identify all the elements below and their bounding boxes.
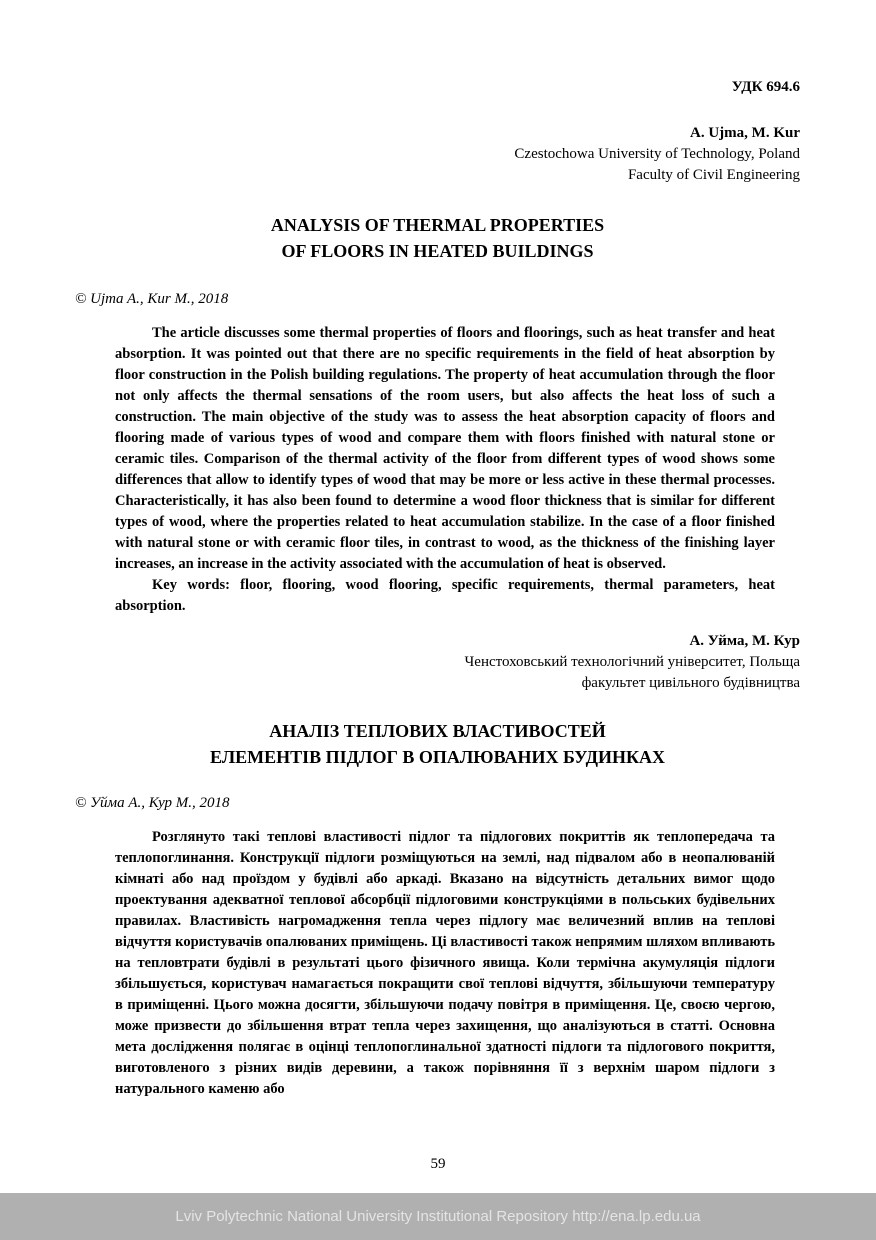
affiliation-uk-line1: Ченстоховський технологічний університет, Польща <box>464 654 800 670</box>
authors-uk: А. Уйма, М. Кур <box>689 633 800 649</box>
title-en-line1: ANALYSIS OF THERMAL PROPERTIES <box>270 215 605 235</box>
title-uk-line2: ЕЛЕМЕНТІВ ПІДЛОГ В ОПАЛЮВАНИХ БУДИНКАХ <box>209 747 666 767</box>
authors-en: A. Ujma, M. Kur <box>690 125 800 141</box>
affiliation-uk-line2: факультет цивільного будівництва <box>581 675 800 691</box>
abstract-en: The article discusses some thermal properties of floors and floorings, such as heat transfer and heat absorption. It was pointed out that there are no specific requirements in the field of heat absorption by floor construction in the Polish building regulations. The property of heat accumulation through the floor not only affects the thermal sensations of the room users, but also affects the heat loss of such a construction. The main objective of the study was to assess the heat absorption capacity of floors and flooring made of various types of wood and compare them with floors finished with natural stone or ceramic tiles. Comparison of the thermal activity of the floor from different types of wood shows some differences that allow to identify types of wood that may be more or less active in these thermal processes. Characteristically, it has also been found to determine a wood floor thickness that is similar for different types of wood, where the properties related to heat accumulation stabilize. In the case of a floor finished with natural stone or with ceramic floor tiles, in contrast to wood, as the thickness of the finishing layer increases, an increase in the activity associated with the accumulation of heat is observed. <box>115 325 775 572</box>
repository-footer: Lviv Polytechnic National University Institutional Repository http://ena.lp.edu.ua <box>0 1193 876 1240</box>
authors-block-uk <box>75 631 800 694</box>
title-uk-line1: АНАЛІЗ ТЕПЛОВИХ ВЛАСТИВОСТЕЙ <box>269 721 606 741</box>
abstract-uk: Розглянуто такі теплові властивості підлог та підлогових покриттів як теплопередача та теплопоглинання. Конструкції підлоги розміщуються на землі, над підвалом або в неопалюваній кімнаті або над проїздом у будівлі або аркаді. Вказано на відсутність детальних вимог щодо проектування адекватної теплової абсорбції підлоговими конструкціями в польських будівельних правилах. Властивість нагромадження тепла через підлогу має величезний вплив на теплові відчуття користувачів опалюваних приміщень. Ці властивості також непрямим шляхом впливають на тепловтрати будівлі в результаті цього фізичного явища. Коли термічна акумуляція підлоги збільшується, користувач намагається покращити свої теплові відчуття, збільшуючи температуру в приміщенні. Цього можна досягти, збільшуючи подачу повітря в приміщення. Це, своєю чергою, може призвести до збільшення втрат тепла через захищення, що аналізуються в статті. Основна мета дослідження полягає в оцінці теплопоглинальної здатності підлоги та підлогового покриття, виготовленого з різних видів деревини, а також порівняння її з верхнім шаром підлоги з натурального каменю або <box>115 829 775 1097</box>
keywords-en: Key words: floor, flooring, wood flooring, specific requirements, thermal parameters, heat absorption. <box>115 577 775 614</box>
affiliation-en-line2: Faculty of Civil Engineering <box>627 167 800 183</box>
affiliation-en-line1: Czestochowa University of Technology, Poland <box>514 146 800 162</box>
title-uk <box>75 718 800 770</box>
page-number: 59 <box>430 1156 446 1172</box>
copyright-line-uk: © Уйма А., Кур М., 2018 <box>75 795 230 811</box>
udc-code: УДК 694.6 <box>731 79 800 95</box>
title-en-line2: OF FLOORS IN HEATED BUILDINGS <box>281 241 594 261</box>
title-en <box>75 212 800 264</box>
authors-block-en <box>75 123 800 186</box>
copyright-line-en: © Ujma A., Kur M., 2018 <box>75 291 229 307</box>
